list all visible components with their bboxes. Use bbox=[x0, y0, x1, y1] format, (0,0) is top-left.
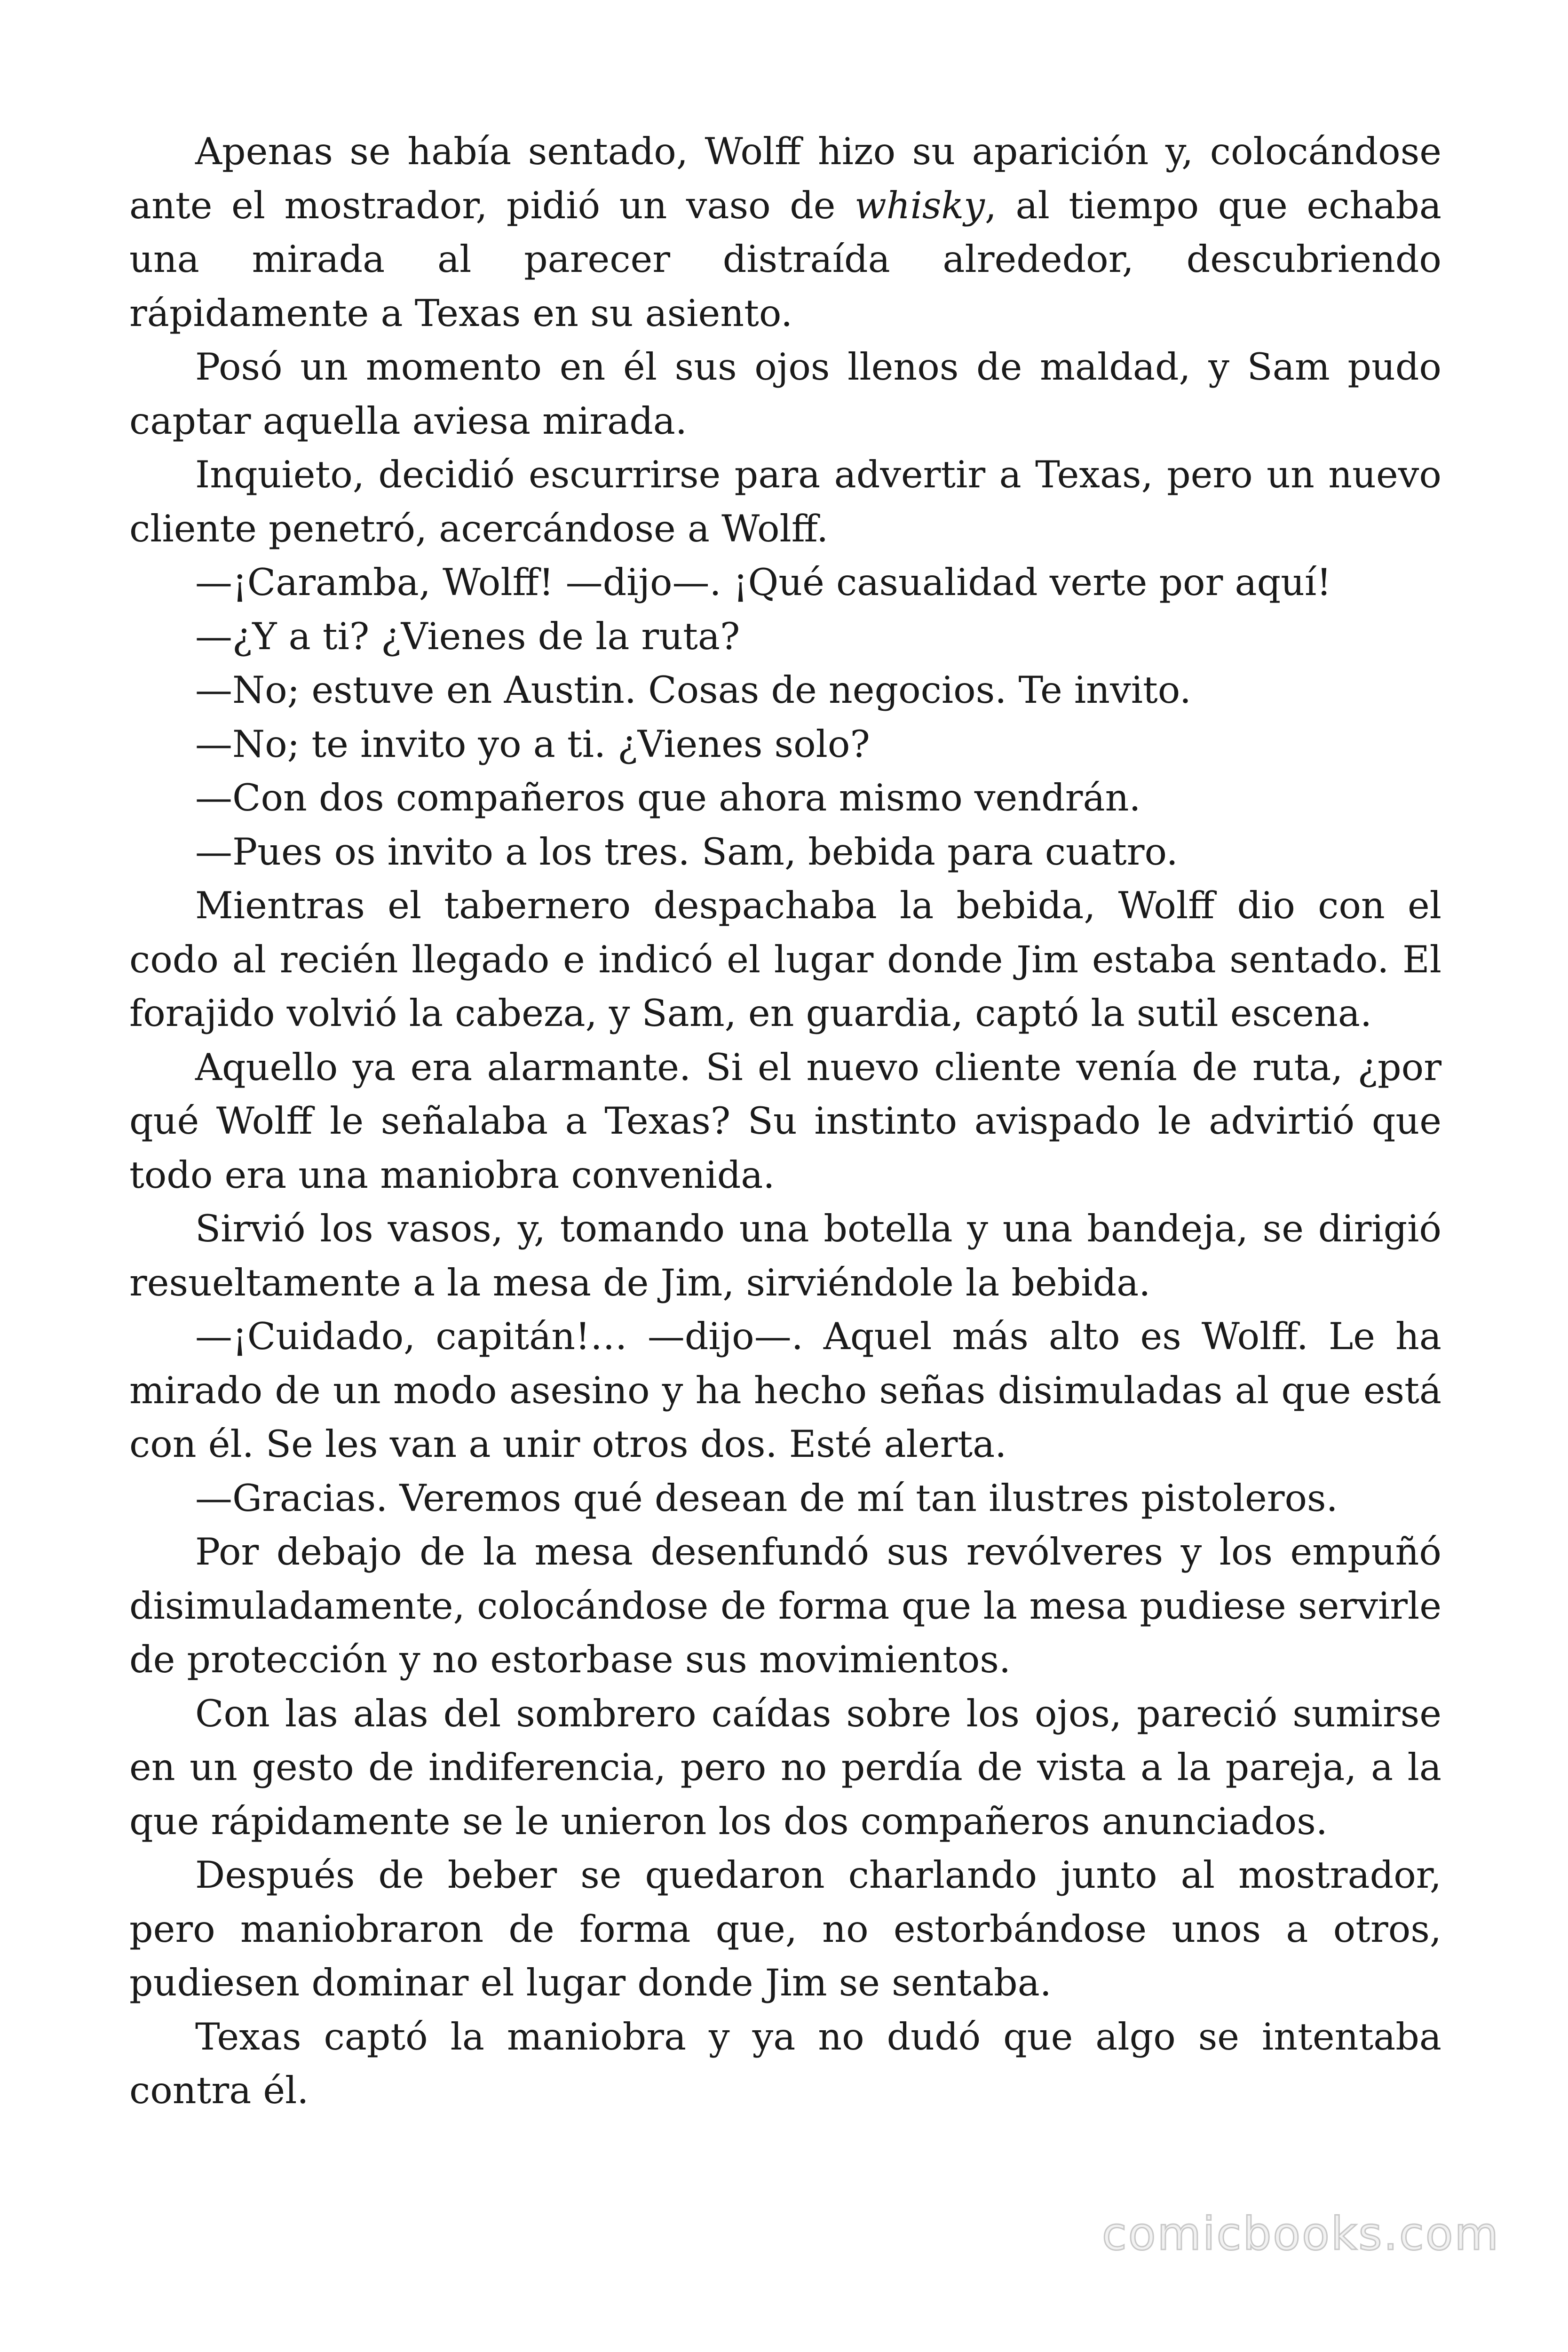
paragraph: Sirvió los vasos, y, tomando una botella y una bandeja, se dirigió resueltamente a la mesa de Jim, sirviéndole la bebida. bbox=[129, 1207, 1441, 1304]
book-page-text bbox=[129, 125, 1441, 2118]
paragraph: Después de beber se quedaron charlando junto al mostrador, pero maniobraron de forma que, no estorbándose unos a otros, pudiesen dominar el lugar donde Jim se sentaba. bbox=[129, 1853, 1441, 2004]
italic-word: whisky bbox=[855, 183, 985, 227]
dialogue-line: —Con dos compañeros que ahora mismo vendrán. bbox=[195, 776, 1141, 819]
paragraph: Aquello ya era alarmante. Si el nuevo cliente venía de ruta, ¿por qué Wolff le señalaba a Texas? Su instinto avispado le advirtió que todo era una maniobra convenida. bbox=[129, 1045, 1441, 1197]
paragraph: Posó un momento en él sus ojos llenos de maldad, y Sam pudo captar aquella aviesa mirada. bbox=[129, 345, 1441, 443]
dialogue-line: —No; estuve en Austin. Cosas de negocios. Te invito. bbox=[195, 668, 1191, 712]
paragraph: Inquieto, decidió escurrirse para advertir a Texas, pero un nuevo cliente penetró, acercándose a Wolff. bbox=[129, 453, 1441, 550]
dialogue-line: —¡Cuidado, capitán!… —dijo—. Aquel más alto es Wolff. Le ha mirado de un modo asesino y ha hecho señas disimuladas al que está con él. Se les van a unir otros dos. Esté alerta. bbox=[129, 1315, 1441, 1466]
paragraph: Por debajo de la mesa desenfundó sus revólveres y los empuñó disimuladamente, colocándose de forma que la mesa pudiese servirle de protección y no estorbase sus movimientos. bbox=[129, 1530, 1441, 1681]
dialogue-line: —Pues os invito a los tres. Sam, bebida para cuatro. bbox=[195, 830, 1178, 874]
paragraph bbox=[129, 125, 1441, 340]
paragraph-text-before-italic: Apenas se había sentado, Wolff hizo su aparición y, colocándose ante el mostrador, pidió un vaso de bbox=[129, 130, 1441, 227]
paragraph: Texas captó la maniobra y ya no dudó que algo se intentaba contra él. bbox=[129, 2015, 1441, 2112]
paragraph: Mientras el tabernero despachaba la bebida, Wolff dio con el codo al recién llegado e indicó el lugar donde Jim estaba sentado. El forajido volvió la cabeza, y Sam, en guardia, captó la sutil escena. bbox=[129, 884, 1441, 1035]
dialogue-line: —No; te invito yo a ti. ¿Vienes solo? bbox=[195, 722, 870, 766]
dialogue-line: —¿Y a ti? ¿Vienes de la ruta? bbox=[195, 614, 740, 658]
dialogue-line: —Gracias. Veremos qué desean de mí tan ilustres pistoleros. bbox=[195, 1476, 1338, 1520]
paragraph: Con las alas del sombrero caídas sobre los ojos, pareció sumirse en un gesto de indiferencia, pero no perdía de vista a la pareja, a la que rápidamente se le unieron los dos compañeros anunciados. bbox=[129, 1692, 1441, 1843]
paragraph-text-after-italic: , al tiempo que echaba una mirada al parecer distraída alrededor, descubriendo rápidamente a Texas en su asiento. bbox=[129, 183, 1441, 335]
watermark: comicbooks.com bbox=[1101, 2208, 1500, 2260]
dialogue-line: —¡Caramba, Wolff! —dijo—. ¡Qué casualidad verte por aquí! bbox=[195, 561, 1332, 604]
